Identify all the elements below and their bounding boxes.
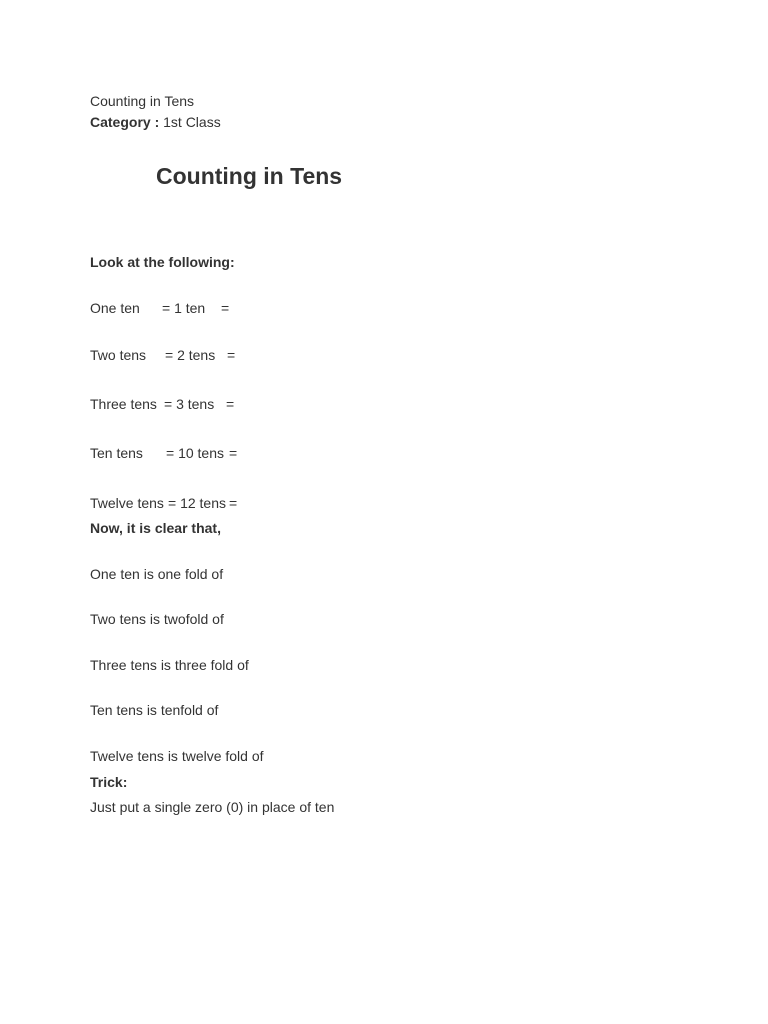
equation-words: Twelve tens [90,495,164,511]
category-value: 1st Class [163,114,221,130]
equation-words: Three tens [90,396,157,412]
breadcrumb: Counting in Tens [90,93,195,109]
fold-line: One ten is one fold of [90,566,224,582]
category-line [90,113,221,131]
clear-heading: Now, it is clear that, [90,520,221,536]
equation-equals: = [229,445,238,461]
page-title: Counting in Tens [156,163,343,189]
equation-equals: = [229,495,238,511]
fold-line: Two tens is twofold of [90,611,224,627]
equation-equals: = [226,396,235,412]
category-label: Category : [90,114,160,130]
intro-heading: Look at the following: [90,254,235,270]
fold-line: Twelve tens is twelve fold of [90,748,264,764]
trick-label: Trick: [90,774,128,790]
equation-value: = 12 tens [168,495,226,511]
equation-words: One ten [90,300,140,316]
equation-equals: = [227,347,236,363]
fold-line: Three tens is three fold of [90,657,249,673]
trick-text: Just put a single zero (0) in place of ten [90,799,335,815]
equation-words: Ten tens [90,445,143,461]
equation-value: = 10 tens [166,445,224,461]
equation-value: = 2 tens [165,347,216,363]
equation-words: Two tens [90,347,147,363]
equation-equals: = [221,300,230,316]
fold-line: Ten tens is tenfold of [90,702,219,718]
equation-value: = 1 ten [162,300,206,316]
equation-value: = 3 tens [164,396,215,412]
